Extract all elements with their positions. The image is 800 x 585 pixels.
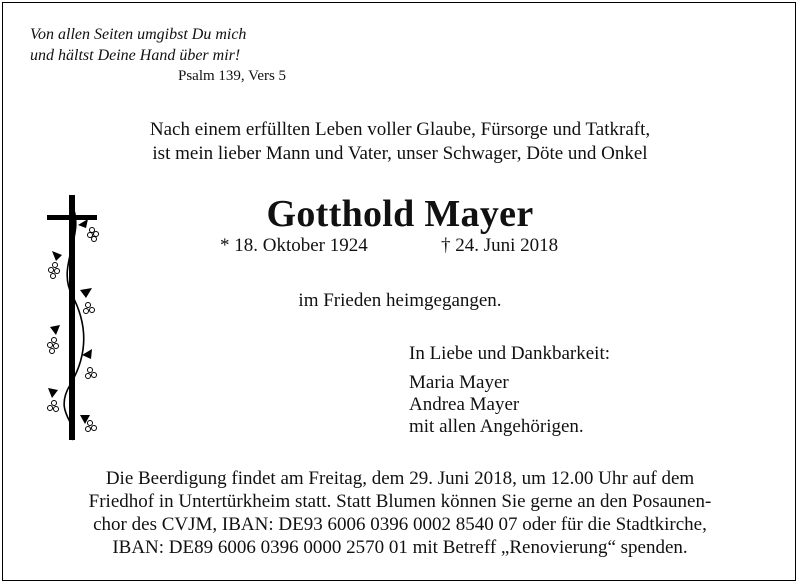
passed-text: im Frieden heimgegangen. — [298, 290, 502, 311]
mourners-heading: In Liebe und Dankbarkeit: — [409, 343, 611, 364]
mourner-name: Maria Mayer — [409, 372, 509, 393]
death-date: † 24. Juni 2018 — [441, 235, 559, 256]
mourner-name: Andrea Mayer — [409, 394, 520, 415]
verse-line-1: Von allen Seiten umgibst Du mich — [30, 26, 247, 43]
verse-line-2: und hältst Deine Hand über mir! — [30, 47, 241, 64]
bible-verse — [30, 24, 246, 66]
funeral-line-2: Friedhof in Untertürkheim statt. Statt Blumen können Sie gerne an den Posaunen- — [88, 491, 712, 512]
funeral-line-4: IBAN: DE89 6006 0396 0000 2570 01 mit Betreff „Renovierung“ spenden. — [112, 537, 688, 558]
birth-date: * 18. Oktober 1924 — [220, 235, 368, 256]
funeral-line-3: chor des CVJM, IBAN: DE93 6006 0396 0002 8540 07 oder für die Stadtkirche, — [93, 514, 707, 535]
intro-text — [0, 118, 800, 166]
funeral-details — [0, 467, 800, 559]
verse-source: Psalm 139, Vers 5 — [178, 68, 287, 84]
funeral-line-1: Die Beerdigung findet am Freitag, dem 29. Juni 2018, um 12.00 Uhr auf dem — [105, 468, 695, 489]
mourners-list — [409, 372, 584, 438]
intro-line-1: Nach einem erfüllten Leben voller Glaube, Fürsorge und Tatkraft, — [149, 119, 651, 140]
deceased-name: Gotthold Mayer — [266, 193, 534, 235]
mourner-name: mit allen Angehörigen. — [409, 416, 584, 437]
intro-line-2: ist mein lieber Mann und Vater, unser Schwager, Döte und Onkel — [152, 143, 648, 164]
